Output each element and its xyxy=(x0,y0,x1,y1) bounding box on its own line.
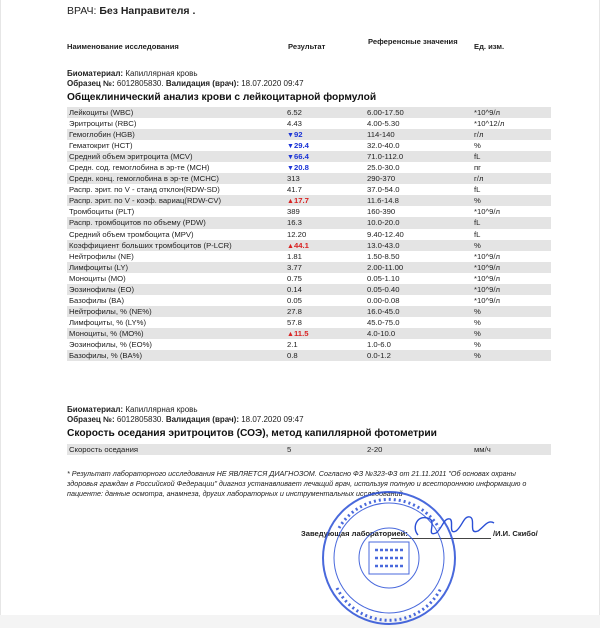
table-row xyxy=(67,339,551,350)
test-name: Гематокрит (HCT) xyxy=(69,141,133,151)
reference-range: 0.05-0.40 xyxy=(367,284,400,294)
unit: fL xyxy=(474,218,481,228)
test-name: Нейтрофилы (NE) xyxy=(69,251,134,261)
test-name: Эозинофилы (EO) xyxy=(69,284,135,294)
test-result: 0.75 xyxy=(287,273,302,283)
reference-range: 32.0-40.0 xyxy=(367,141,400,151)
unit: пг xyxy=(474,163,481,173)
test-result: 0.05 xyxy=(287,295,302,305)
unit: % xyxy=(474,240,481,250)
test-result-value: 17.7 xyxy=(293,196,309,206)
table-row xyxy=(67,184,551,195)
test-name: Распр. эрит. по V - станд отклон(RDW-SD) xyxy=(69,185,220,195)
unit: *10^9/л xyxy=(474,108,501,117)
unit: % xyxy=(474,317,481,327)
reference-range: 45.0-75.0 xyxy=(367,317,400,327)
unit: *10^9/л xyxy=(474,295,501,305)
test-result: 313 xyxy=(287,174,300,184)
unit: мм/ч xyxy=(474,445,491,454)
reference-range: 1.0-6.0 xyxy=(367,339,391,349)
doctor-label: ВРАЧ: xyxy=(67,5,97,17)
test-result: 12.20 xyxy=(287,229,307,239)
section2-meta: Биоматериал: Капиллярная кровь Образец №: 6012805830. Валидация (врач): 18.07.2020 09:47 xyxy=(67,405,304,424)
test-name: Моноциты, % (MO%) xyxy=(69,328,144,338)
arrow-up-icon: ▲ xyxy=(287,330,294,338)
test-name: Лейкоциты (WBC) xyxy=(69,108,134,117)
reference-range: 1.50-8.50 xyxy=(367,251,400,261)
column-header-name: Наименование исследования xyxy=(67,42,179,51)
table-row xyxy=(67,118,551,129)
reference-range: 13.0-43.0 xyxy=(367,240,400,250)
unit: *10^9/л xyxy=(474,251,501,261)
unit: % xyxy=(474,339,481,349)
test-name: Базофилы (BA) xyxy=(69,295,125,305)
table-row xyxy=(67,444,551,455)
reference-range: 160-390 xyxy=(367,207,396,217)
unit: fL xyxy=(474,185,481,195)
test-result: 27.8 xyxy=(287,306,302,316)
doctor-value: Без Направителя . xyxy=(99,5,196,17)
section2-title: Скорость оседания эритроцитов (СОЭ), метод капиллярной фотометрии xyxy=(67,428,437,439)
test-result-value: 66.4 xyxy=(293,152,309,162)
test-name: Эозинофилы, % (EO%) xyxy=(69,339,152,349)
reference-range: 37.0-54.0 xyxy=(367,185,400,195)
signature-label: Заведующая лабораторией: xyxy=(301,529,408,538)
table-row xyxy=(67,284,551,295)
column-header-result: Результат xyxy=(288,42,326,51)
unit: % xyxy=(474,306,481,316)
test-name: Средн. сод. гемоглобина в эр-те (MCH) xyxy=(69,163,210,173)
test-name: Средн. конц. гемоглобина в эр-те (MCHC) xyxy=(69,174,219,184)
section1-title: Общеклинический анализ крови с лейкоцитарной формулой xyxy=(67,92,377,103)
section2-biomaterial: Капиллярная кровь xyxy=(125,405,198,414)
unit: % xyxy=(474,328,481,338)
table-row xyxy=(67,350,551,361)
arrow-down-icon: ▼ xyxy=(287,132,294,140)
unit: *10^9/л xyxy=(474,273,501,283)
table-row xyxy=(67,251,551,262)
column-header-unit: Ед. изм. xyxy=(474,42,505,51)
reference-range: 0.00-0.08 xyxy=(367,295,400,305)
test-result-value: 29.4 xyxy=(293,141,309,151)
section2-sample: 6012805830. xyxy=(116,415,164,424)
test-result: 2.1 xyxy=(287,339,298,349)
test-result: 0.14 xyxy=(287,284,302,294)
column-header-reference: Референсные значения xyxy=(368,37,458,46)
table-row xyxy=(67,129,551,140)
table-row xyxy=(67,217,551,228)
test-name: Средний объем тромбоцита (MPV) xyxy=(69,229,194,239)
test-result: 57.8 xyxy=(287,317,302,327)
doctor-line xyxy=(67,5,195,17)
test-name: Моноциты (MO) xyxy=(69,273,126,283)
reference-range: 25.0-30.0 xyxy=(367,163,400,173)
test-result: 6.52 xyxy=(287,108,302,117)
test-name: Распр. тромбоцитов по объему (PDW) xyxy=(69,218,206,228)
arrow-down-icon: ▼ xyxy=(287,154,294,162)
section1-biomaterial: Капиллярная кровь xyxy=(125,69,198,78)
unit: *10^9/л xyxy=(474,262,501,272)
test-name: Средний объем эритроцита (MCV) xyxy=(69,152,193,162)
handwritten-signature xyxy=(406,505,501,545)
table-row xyxy=(67,229,551,240)
table-row xyxy=(67,262,551,273)
unit: % xyxy=(474,141,481,151)
test-name: Гемоглобин (HGB) xyxy=(69,130,135,140)
test-name: Тромбоциты (PLT) xyxy=(69,207,135,217)
reference-range: 290-370 xyxy=(367,174,396,184)
table-row xyxy=(67,240,551,251)
table-row xyxy=(67,273,551,284)
unit: *10^9/л xyxy=(474,207,501,217)
table-row xyxy=(67,317,551,328)
test-name: Эритроциты (RBC) xyxy=(69,119,137,129)
unit: г/л xyxy=(474,130,484,140)
reference-range: 11.6-14.8 xyxy=(367,196,399,206)
table-row xyxy=(67,206,551,217)
table-row xyxy=(67,195,551,206)
table-row xyxy=(67,295,551,306)
reference-range: 114-140 xyxy=(367,130,395,140)
arrow-up-icon: ▲ xyxy=(287,198,294,206)
test-result: 0.8 xyxy=(287,351,298,361)
test-name: Лимфоциты, % (LY%) xyxy=(69,317,146,327)
cbc-results-table xyxy=(67,107,551,361)
test-result: 3.77 xyxy=(287,262,302,272)
reference-range: 9.40-12.40 xyxy=(367,229,404,239)
reference-range: 0.0-1.2 xyxy=(367,351,391,361)
reference-range: 0.05-1.10 xyxy=(367,273,400,283)
test-result-value: 11.5 xyxy=(293,328,309,338)
section1-sample: 6012805830. xyxy=(116,79,164,88)
test-name: Нейтрофилы, % (NE%) xyxy=(69,306,152,316)
test-name: Коэффициент больших тромбоцитов (P-LCR) xyxy=(69,240,232,250)
test-result: 4.43 xyxy=(287,119,302,129)
unit: *10^12/л xyxy=(474,119,505,129)
unit: г/л xyxy=(474,174,484,184)
test-result: 16.3 xyxy=(287,218,302,228)
test-result-value: 92 xyxy=(293,130,303,140)
arrow-up-icon: ▲ xyxy=(287,242,294,250)
table-row xyxy=(67,306,551,317)
unit: % xyxy=(474,196,481,206)
reference-range: 4.00-5.30 xyxy=(367,119,400,129)
table-row xyxy=(67,151,551,162)
unit: *10^9/л xyxy=(474,284,501,294)
table-row xyxy=(67,140,551,151)
unit: % xyxy=(474,351,481,361)
table-row xyxy=(67,173,551,184)
test-result: 1.81 xyxy=(287,251,302,261)
reference-range: 4.0-10.0 xyxy=(367,328,396,338)
unit: fL xyxy=(474,229,481,239)
disclaimer-note: * Результат лабораторного исследования НЕ ЯВЛЯЕТСЯ ДИАГНОЗОМ. Согласно ФЗ №323-ФЗ от 21.11.2011 "Об основах охраны здоровья граждан в Российской Федерации" диагноз устанавливает лечащий врач, используя полную и всестороннюю информацию о пациенте: данные осмотра, анамнеза, других лабораторных и инструментальных исследований xyxy=(67,469,527,499)
reference-range: 10.0-20.0 xyxy=(367,218,400,228)
reference-range: 2-20 xyxy=(367,445,383,454)
signature-name: /И.И. Скибо/ xyxy=(493,529,538,538)
table-row xyxy=(67,162,551,173)
test-result: 5 xyxy=(287,445,292,454)
test-result-value: 44.1 xyxy=(293,240,309,250)
test-result-value: 20.8 xyxy=(293,163,309,173)
table-row xyxy=(67,328,551,339)
test-result: 389 xyxy=(287,207,300,217)
unit: fL xyxy=(474,152,481,162)
test-name: Лимфоциты (LY) xyxy=(69,262,129,272)
table-row xyxy=(67,107,551,118)
arrow-down-icon: ▼ xyxy=(287,143,294,151)
reference-range: 2.00-11.00 xyxy=(367,262,404,272)
esr-results-table xyxy=(67,444,551,455)
test-name: Распр. эрит. по V - коэф. вариац(RDW-CV) xyxy=(69,196,222,206)
test-result: 41.7 xyxy=(287,185,302,195)
test-name: Скорость оседания xyxy=(69,445,139,454)
reference-range: 16.0-45.0 xyxy=(367,306,400,316)
section2-validation: 18.07.2020 09:47 xyxy=(241,415,304,424)
test-name: Базофилы, % (BA%) xyxy=(69,351,143,361)
section1-meta: Биоматериал: Капиллярная кровь Образец №: 6012805830. Валидация (врач): 18.07.2020 09:47 xyxy=(67,69,304,88)
reference-range: 71.0-112.0 xyxy=(367,152,404,162)
section1-validation: 18.07.2020 09:47 xyxy=(241,79,304,88)
reference-range: 6.00-17.50 xyxy=(367,108,404,117)
arrow-down-icon: ▼ xyxy=(287,165,294,173)
